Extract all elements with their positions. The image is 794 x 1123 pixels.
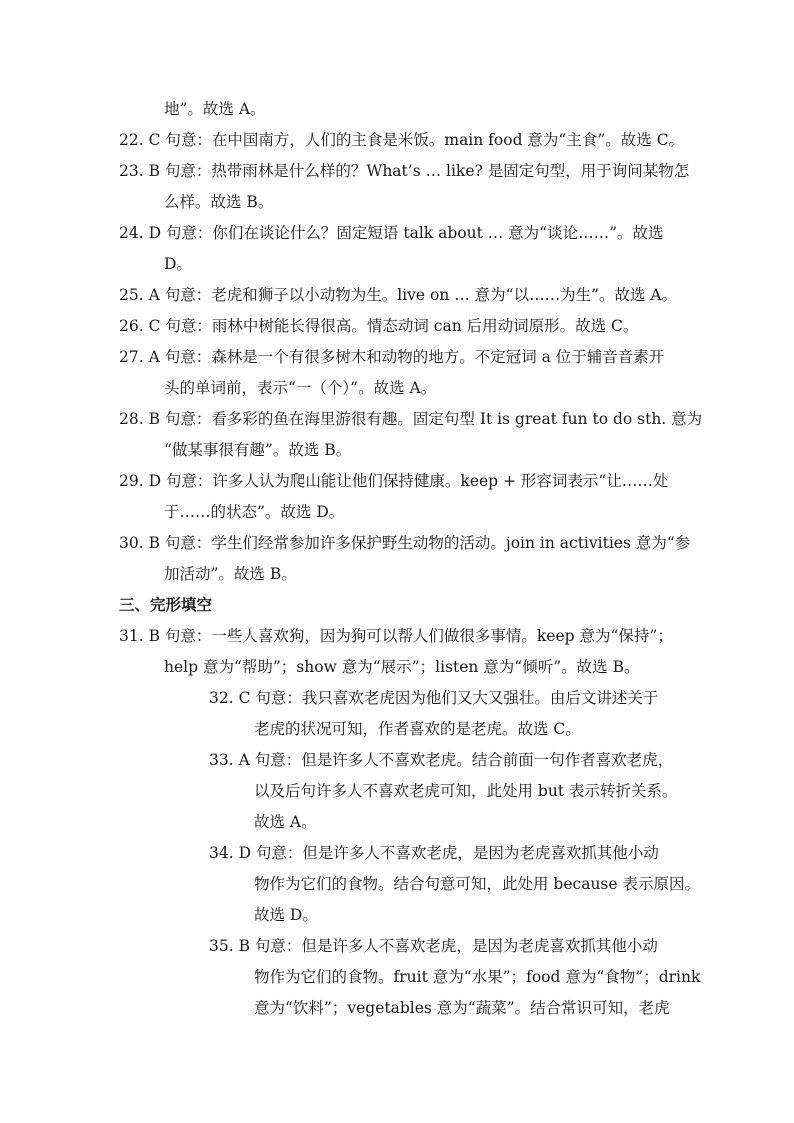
- answer-line: 于……的状态”。故选 D。: [164, 503, 345, 521]
- answer-line: 意为“饮料”；vegetables 意为“蔬菜”。结合常识可知，老虎: [254, 999, 670, 1017]
- answer-34: 34. D 句意：但是许多人不喜欢老虎，是因为老虎喜欢抓其他小动: [209, 844, 659, 862]
- answer-23: 23. B 句意：热带雨林是什么样的？What’s … like? 是固定句型，用于询问某物怎: [119, 162, 690, 180]
- answer-33: 33. A 句意：但是许多人不喜欢老虎。结合前面一句作者喜欢老虎，: [209, 751, 674, 769]
- answer-line: 老虎的状况可知，作者喜欢的是老虎。故选 C。: [254, 720, 581, 738]
- answer-line: 地”。故选 A。: [164, 100, 266, 118]
- answer-line: 物作为它们的食物。fruit 意为“水果”；food 意为“食物”；drink: [254, 968, 701, 986]
- answer-line: 头的单词前，表示“一（个）”。故选 A。: [164, 379, 437, 397]
- answer-32: 32. C 句意：我只喜欢老虎因为他们又大又强壮。由后文讲述关于: [209, 689, 659, 707]
- answer-line: 以及后句许多人不喜欢老虎可知，此处用 but 表示转折关系。: [254, 782, 678, 800]
- answer-27: 27. A 句意：森林是一个有很多树木和动物的地方。不定冠词 a 位于辅音音素开: [119, 348, 665, 366]
- answer-35: 35. B 句意：但是许多人不喜欢老虎，是因为老虎喜欢抓其他小动: [209, 937, 658, 955]
- answer-line: help 意为“帮助”；show 意为“展示”；listen 意为“倾听”。故选 B。: [164, 658, 640, 676]
- answer-28: 28. B 句意：看多彩的鱼在海里游很有趣。固定句型 It is great fun to do sth. 意为: [119, 410, 703, 428]
- answer-29: 29. D 句意：许多人认为爬山能让他们保持健康。keep + 形容词表示“让……处: [119, 472, 669, 490]
- answer-30: 30. B 句意：学生们经常参加许多保护野生动物的活动。join in activities 意为“参: [119, 534, 691, 552]
- answer-line: “做某事很有趣”。故选 B。: [164, 441, 352, 459]
- answer-31: 31. B 句意：一些人喜欢狗，因为狗可以帮人们做很多事情。keep 意为“保持”；: [119, 627, 673, 645]
- answer-line: 故选 D。: [254, 906, 318, 924]
- answer-25: 25. A 句意：老虎和狮子以小动物为生。live on … 意为“以……为生”。故选 A。: [119, 286, 678, 304]
- answer-line: 故选 A。: [254, 813, 317, 831]
- answer-line: D。: [164, 255, 192, 273]
- section-heading: 三、完形填空: [119, 595, 213, 614]
- answer-line: 物作为它们的食物。结合句意可知，此处用 because 表示原因。: [254, 875, 700, 893]
- answer-24: 24. D 句意：你们在谈论什么？固定短语 talk about … 意为“谈论……”。故选: [119, 224, 664, 242]
- answer-26: 26. C 句意：雨林中树能长得很高。情态动词 can 后用动词原形。故选 C。: [119, 317, 639, 335]
- answer-line: 么样。故选 B。: [164, 193, 274, 211]
- answer-line: 加活动”。故选 B。: [164, 565, 297, 583]
- answer-22: 22. C 句意：在中国南方，人们的主食是米饭。main food 意为“主食”。故选 C。: [119, 131, 685, 149]
